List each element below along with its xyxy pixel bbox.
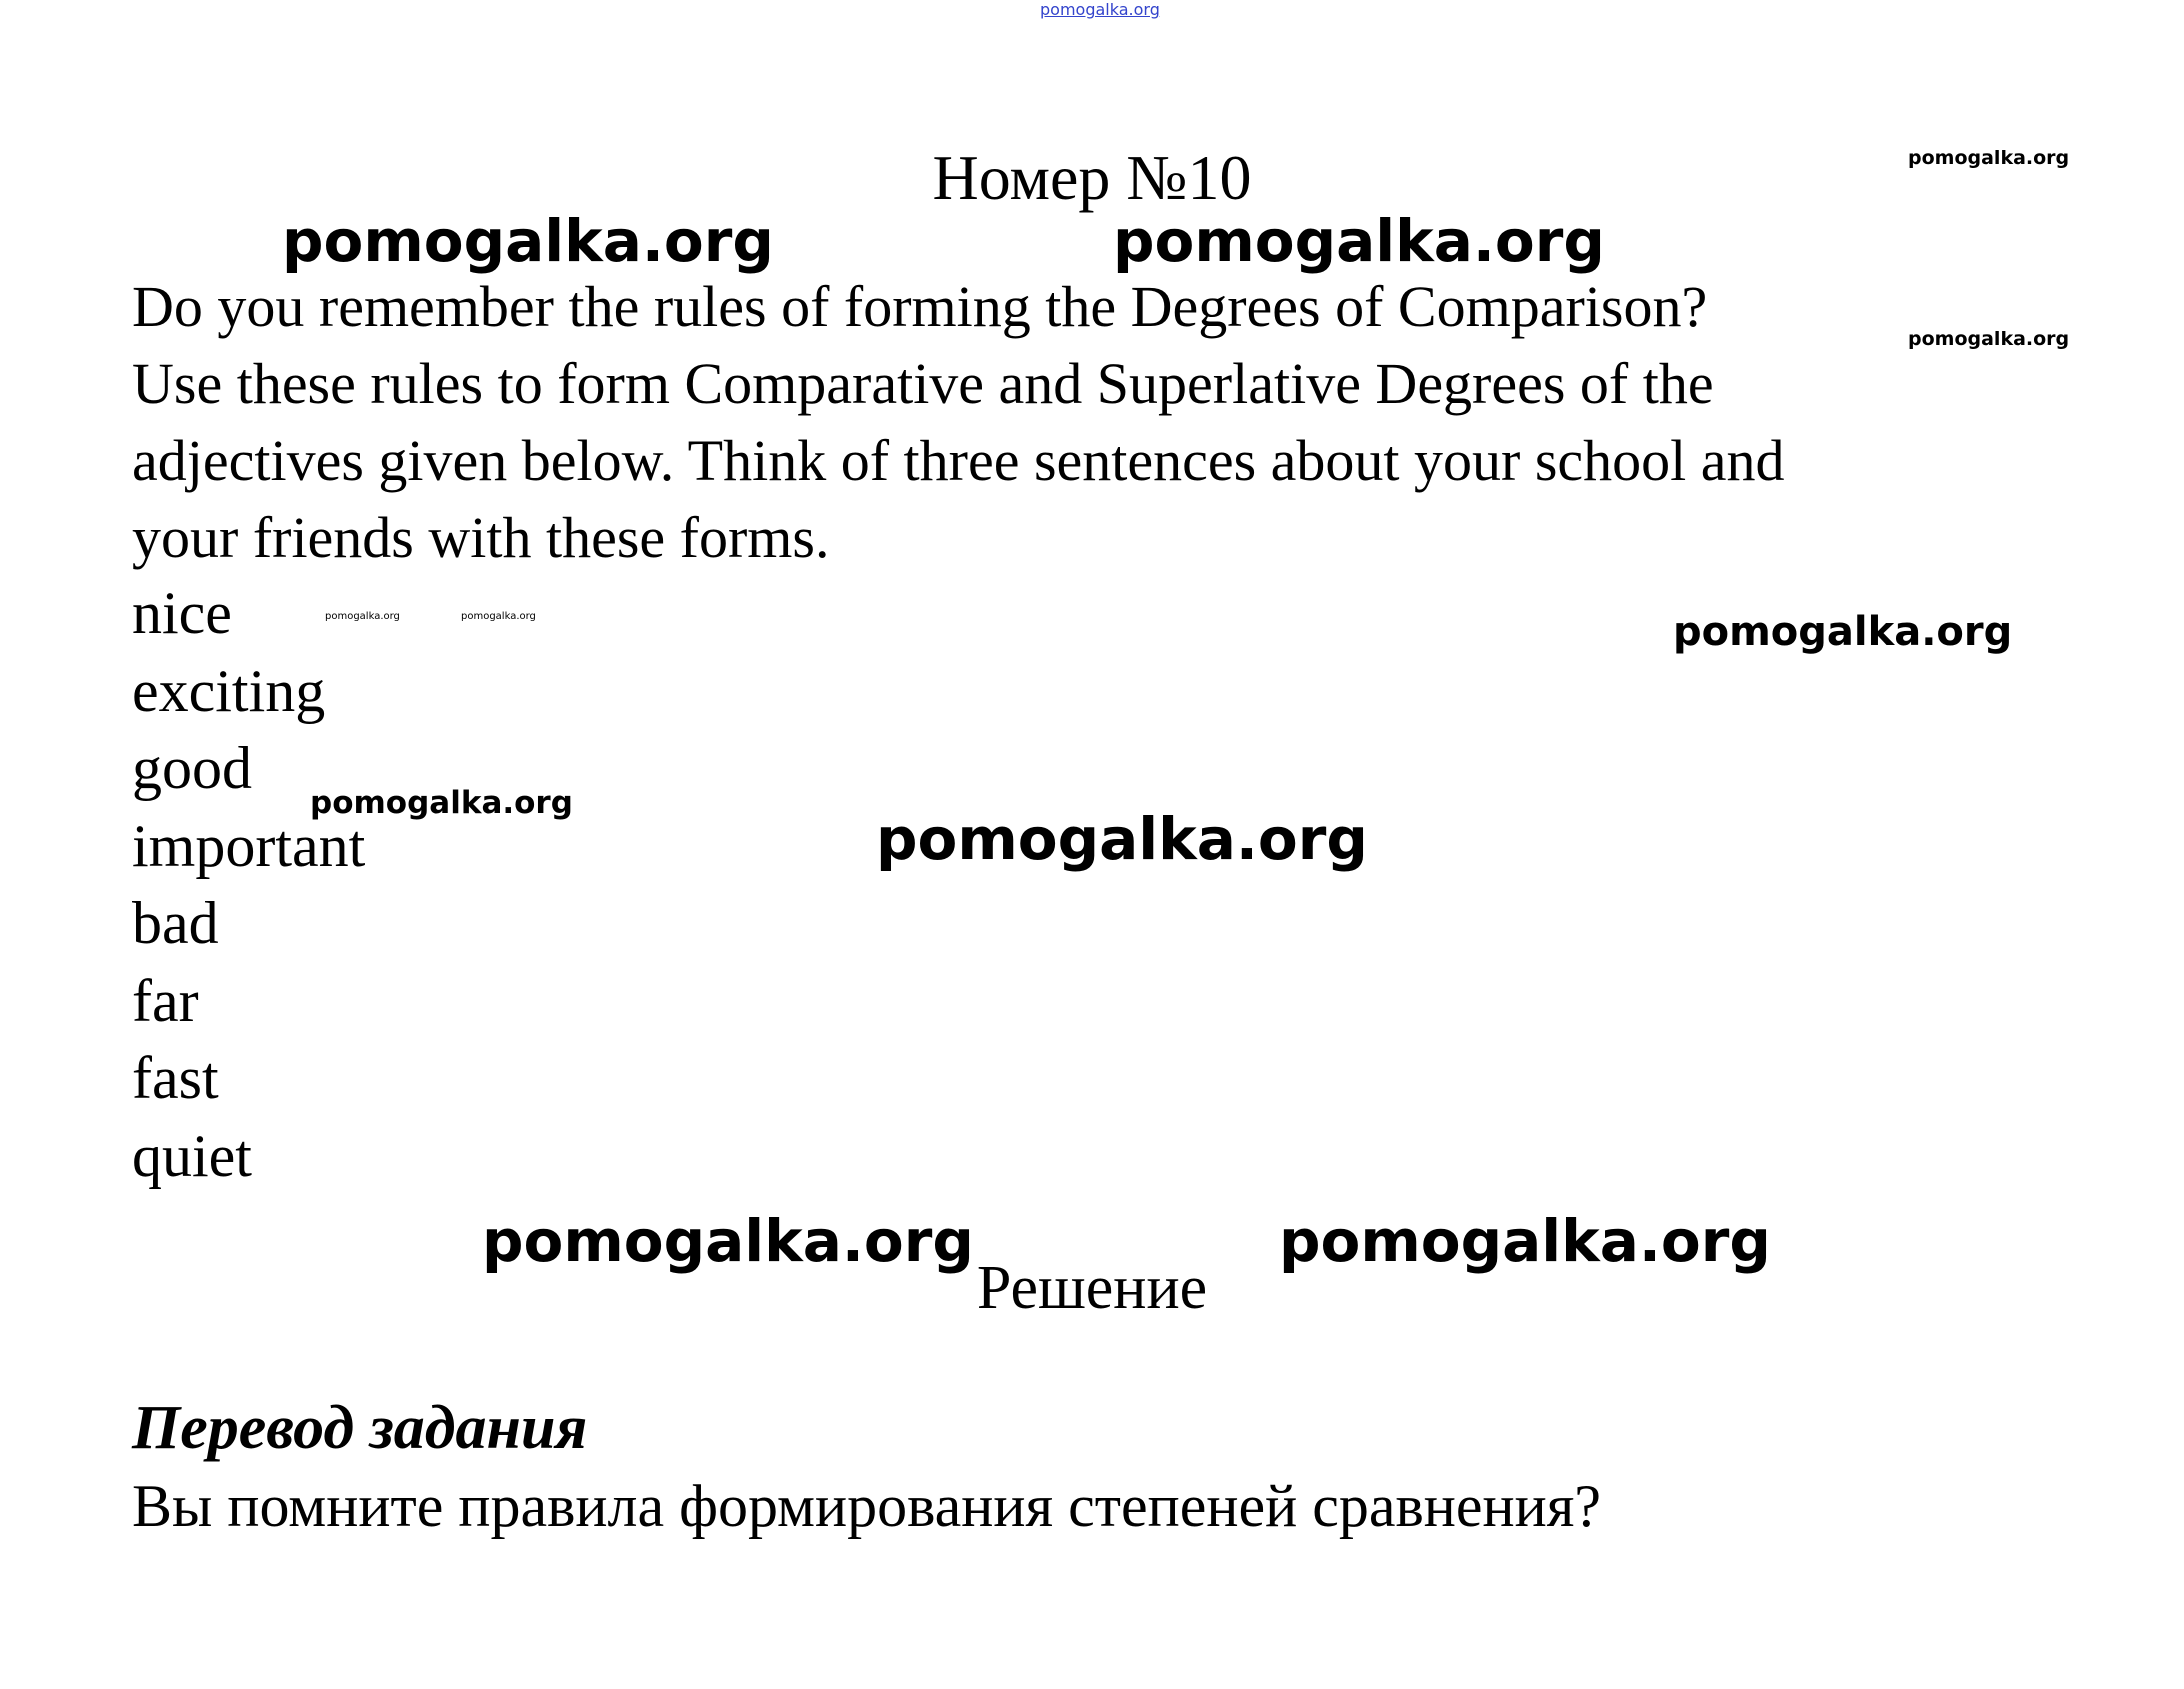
task-line: your friends with these forms.: [132, 505, 830, 570]
watermark: pomogalka.org: [482, 1207, 974, 1275]
adjective-list: [132, 575, 365, 1195]
watermark: pomogalka.org: [876, 805, 1368, 873]
adjective-item: exciting: [132, 657, 326, 724]
watermark: pomogalka.org: [461, 611, 536, 622]
page-title: Номер №10: [932, 142, 1252, 213]
task-text: [132, 268, 2152, 576]
watermark: pomogalka.org: [1908, 328, 2070, 350]
watermark: pomogalka.org: [282, 207, 774, 275]
adjective-item: good: [132, 735, 252, 801]
adjective-item: fast: [132, 1045, 219, 1111]
adjective-item: far: [132, 967, 199, 1034]
watermark: pomogalka.org: [1673, 609, 2013, 655]
watermark: pomogalka.org: [1279, 1207, 1771, 1275]
task-line: adjectives given below. Think of three sentences about your school and: [132, 428, 1785, 493]
translation-heading: Перевод задания: [132, 1394, 588, 1462]
solution-heading: Решение: [976, 1254, 1208, 1322]
adjective-item: nice: [132, 580, 232, 646]
task-line: Use these rules to form Comparative and Superlative Degrees of the: [132, 351, 1714, 416]
watermark: pomogalka.org: [310, 785, 573, 821]
header-watermark: pomogalka.org: [1040, 0, 1160, 19]
watermark: pomogalka.org: [1113, 207, 1605, 275]
adjective-item: quiet: [132, 1122, 252, 1189]
translation-text: Вы помните правила формирования степеней сравнения?: [132, 1473, 1601, 1539]
task-line: Do you remember the rules of forming the Degrees of Comparison?: [132, 274, 1708, 339]
watermark: pomogalka.org: [325, 611, 400, 622]
adjective-item: important: [132, 812, 366, 879]
watermark: pomogalka.org: [1908, 147, 2070, 169]
adjective-item: bad: [132, 890, 219, 956]
